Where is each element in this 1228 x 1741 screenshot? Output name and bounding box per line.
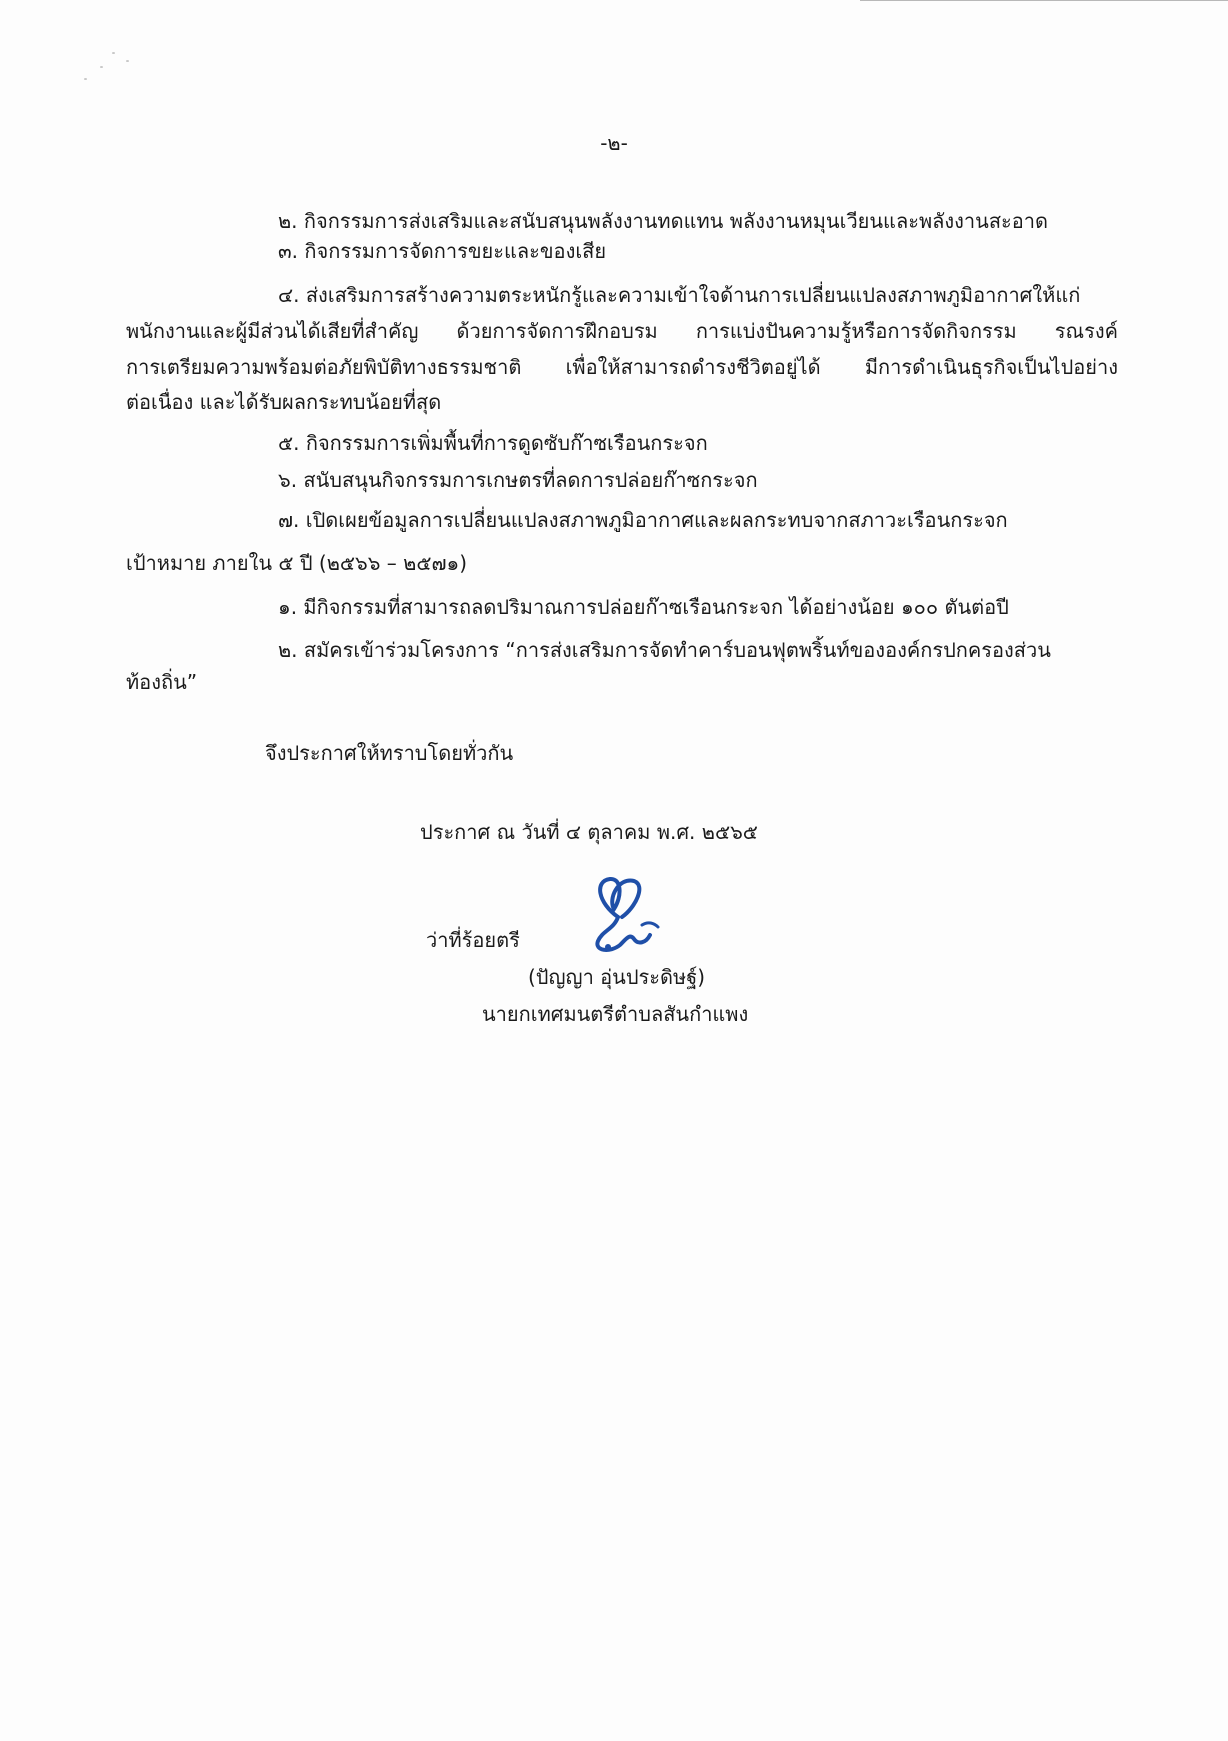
item-2: ๒. กิจกรรมการส่งเสริมและสนับสนุนพลังงานทดแทน พลังงานหมุนเวียนและพลังงานสะอาด — [278, 209, 1048, 233]
goal-heading: เป้าหมาย ภายใน ๕ ปี (๒๕๖๖ – ๒๕๗๑) — [126, 551, 467, 575]
scan-speck — [126, 60, 129, 62]
date-line: ประกาศ ณ วันที่ ๔ ตุลาคม พ.ศ. ๒๕๖๕ — [420, 820, 758, 844]
signer-name: (ปัญญา อุ่นประดิษฐ์) — [528, 965, 706, 989]
item-4-line-3: การเตรียมความพร้อมต่อภัยพิบัติทางธรรมชาติ เพื่อให้สามารถดำรงชีวิตอยู่ได้ มีการดำเนินธุรกิจเป็นไปอย่าง — [126, 355, 1118, 379]
page-number: -๒- — [600, 131, 628, 155]
item-4: ๔. ส่งเสริมการสร้างความตระหนักรู้และความเข้าใจด้านการเปลี่ยนแปลงสภาพภูมิอากาศให้แก่ — [278, 283, 1081, 307]
scan-speck — [112, 52, 115, 54]
goal-1: ๑. มีกิจกรรมที่สามารถลดปริมาณการปล่อยก๊าซเรือนกระจก ได้อย่างน้อย ๑๐๐ ตันต่อปี — [278, 595, 1009, 619]
item-4-line-2: พนักงานและผู้มีส่วนได้เสียที่สำคัญ ด้วยการจัดการฝึกอบรม การแบ่งปันความรู้หรือการจัดกิจกรรม รณรงค์ — [126, 319, 1118, 343]
signer-rank: ว่าที่ร้อยตรี — [426, 928, 520, 952]
item-3: ๓. กิจกรรมการจัดการขยะและของเสีย — [278, 239, 607, 263]
scan-edge-line — [860, 0, 1228, 1]
item-7: ๗. เปิดเผยข้อมูลการเปลี่ยนแปลงสภาพภูมิอากาศและผลกระทบจากสภาวะเรือนกระจก — [278, 508, 1008, 532]
item-4-line-4: ต่อเนื่อง และได้รับผลกระทบน้อยที่สุด — [126, 390, 442, 414]
signer-title: นายกเทศมนตรีตำบลสันกำแพง — [482, 1002, 749, 1026]
goal-2: ๒. สมัครเข้าร่วมโครงการ “การส่งเสริมการจัดทำคาร์บอนฟุตพริ้นท์ขององค์กรปกครองส่วน — [278, 638, 1051, 662]
scan-speck — [100, 66, 103, 68]
scan-speck — [84, 78, 87, 80]
item-5: ๕. กิจกรรมการเพิ่มพื้นที่การดูดซับก๊าซเรือนกระจก — [278, 431, 708, 455]
item-6: ๖. สนับสนุนกิจกรรมการเกษตรที่ลดการปล่อยก๊าซกระจก — [278, 468, 758, 492]
announcement: จึงประกาศให้ทราบโดยทั่วกัน — [265, 741, 514, 765]
handwritten-signature — [588, 873, 662, 955]
goal-2-continuation: ท้องถิ่น” — [126, 670, 198, 694]
